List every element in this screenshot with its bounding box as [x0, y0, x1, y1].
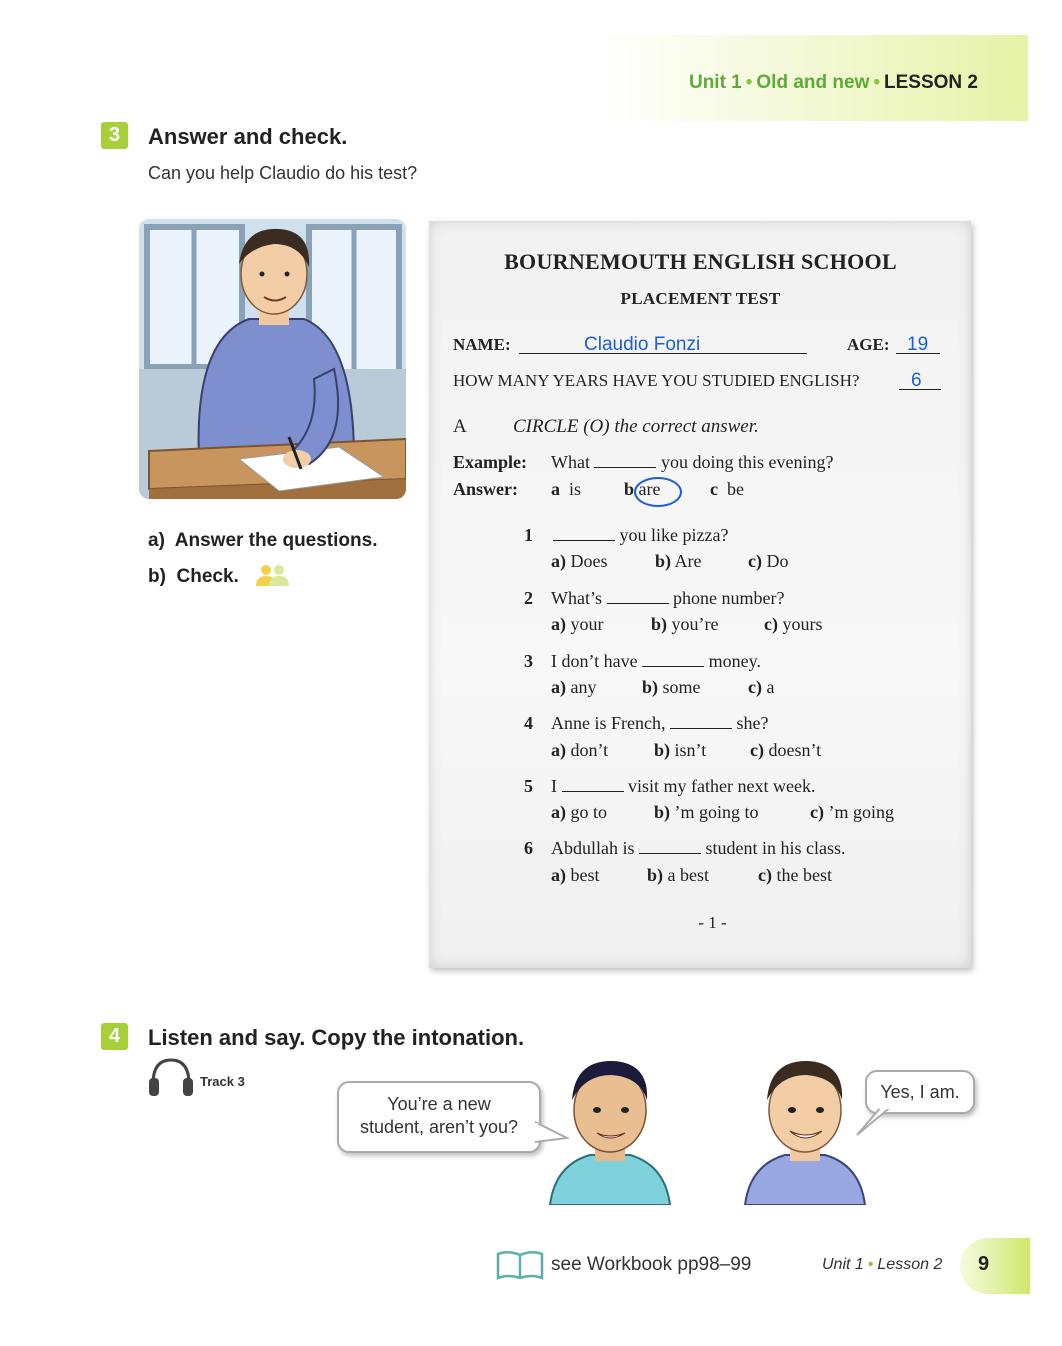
question-1-option-c: [748, 551, 788, 572]
blank: [670, 714, 732, 729]
option-letter: a): [551, 551, 566, 571]
option-letter: b): [642, 677, 659, 697]
option-text: yours: [782, 614, 823, 634]
page-number: 9: [978, 1253, 990, 1275]
question-number: 3: [524, 651, 533, 671]
bubble-left-line1: You’re a new: [387, 1094, 491, 1114]
boy-listener-illustration: [740, 1055, 870, 1210]
boy-speaker-illustration: [545, 1055, 675, 1210]
question-pre: I don’t have: [551, 651, 638, 671]
exercise-4-number: 4: [101, 1023, 128, 1050]
option-letter: c: [710, 479, 718, 499]
exercise-3-number: 3: [101, 122, 128, 149]
option-letter: a): [551, 802, 566, 822]
question-post: money.: [708, 651, 761, 671]
question-1-option-b: [655, 551, 702, 572]
question-6-option-b: [647, 865, 709, 886]
example-question: [551, 452, 833, 473]
option-letter: a: [551, 479, 560, 499]
question-number: 2: [524, 588, 533, 608]
track-label: Track 3: [200, 1074, 245, 1089]
speech-bubble-left: [337, 1081, 541, 1153]
blank: [553, 526, 615, 541]
answer-label: Answer:: [453, 479, 518, 499]
test-page-number: - 1 -: [698, 913, 727, 932]
question-2-option-b: [651, 614, 719, 635]
question-3-option-b: [642, 677, 701, 698]
option-text: ’m going: [828, 802, 894, 822]
option-text: doesn’t: [768, 740, 822, 760]
question-5: [551, 776, 815, 797]
test-title: PLACEMENT TEST: [620, 289, 781, 308]
answer-circle: [634, 477, 682, 507]
option-text: the best: [776, 865, 832, 885]
bubble-right-text: Yes, I am.: [880, 1082, 960, 1102]
question-1: [553, 525, 728, 546]
age-value: 19: [907, 334, 929, 355]
option-text: isn’t: [674, 740, 707, 760]
question-2-option-a: [551, 614, 604, 635]
header-lesson: LESSON 2: [884, 72, 978, 93]
option-text: be: [727, 479, 744, 499]
question-3: [551, 651, 761, 672]
option-text: ’m going to: [674, 802, 759, 822]
option-text: best: [570, 865, 600, 885]
option-letter: c): [758, 865, 772, 885]
question-5-option-c: [810, 802, 894, 823]
section-letter: A: [453, 416, 467, 437]
school-name: BOURNEMOUTH ENGLISH SCHOOL: [504, 249, 897, 274]
task-b-text: Check.: [176, 566, 239, 587]
option-letter: a): [551, 865, 566, 885]
pair-work-icon: [255, 564, 291, 591]
workbook-reference: see Workbook pp98–99: [551, 1254, 752, 1275]
blank: [639, 839, 701, 854]
option-letter: c): [748, 551, 762, 571]
question-pre: Abdullah is: [551, 838, 635, 858]
task-a: [148, 530, 377, 552]
question-2-option-c: [764, 614, 822, 635]
task-a-text: Answer the questions.: [174, 530, 378, 551]
footer-unit: Unit 1: [822, 1256, 864, 1273]
name-value: Claudio Fonzi: [584, 334, 701, 355]
option-letter: b): [651, 614, 668, 634]
option-text: you’re: [671, 614, 719, 634]
question-number: 5: [524, 776, 533, 796]
years-value: 6: [911, 370, 922, 391]
page-number-tab: [960, 1238, 1030, 1294]
task-b: [148, 566, 239, 588]
question-post: she?: [736, 713, 769, 733]
section-instruction: CIRCLE (O) the correct answer.: [513, 416, 759, 437]
option-letter: c): [764, 614, 778, 634]
option-letter: b): [654, 740, 671, 760]
question-1-option-a: [551, 551, 608, 572]
blank: [562, 777, 624, 792]
option-text: go to: [570, 802, 608, 822]
question-6-option-c: [758, 865, 832, 886]
header-unit: Unit 1: [688, 72, 742, 93]
question-6-option-a: [551, 865, 600, 886]
option-text: don’t: [570, 740, 609, 760]
question-2: [551, 588, 784, 609]
task-a-letter: a): [148, 530, 165, 551]
bubble-left-line2: student, aren’t you?: [359, 1117, 519, 1137]
example-option-a: [551, 479, 581, 500]
option-letter: b: [624, 479, 635, 499]
option-text: a best: [667, 865, 709, 885]
question-5-option-a: [551, 802, 607, 823]
example-label: Example:: [453, 452, 527, 472]
placement-test-paper: [429, 221, 971, 968]
header-separator: •: [873, 72, 881, 93]
bubble-right-tail: [855, 1105, 895, 1142]
years-label: HOW MANY YEARS HAVE YOU STUDIED ENGLISH?: [453, 371, 860, 390]
option-text: Are: [674, 551, 702, 571]
option-text: is: [569, 479, 582, 499]
question-number: 6: [524, 838, 533, 858]
workbook-icon: [496, 1250, 544, 1285]
footer-lesson: Lesson 2: [877, 1256, 943, 1273]
question-post: visit my father next week.: [628, 776, 816, 796]
question-pre: I: [551, 776, 557, 796]
option-letter: a): [551, 677, 566, 697]
question-post: you like pizza?: [619, 525, 729, 545]
blank: [594, 453, 656, 468]
option-letter: a): [551, 740, 566, 760]
option-letter: b): [647, 865, 664, 885]
name-label: NAME:: [453, 335, 511, 354]
question-number: 1: [524, 525, 533, 545]
question-4-option-a: [551, 740, 608, 761]
header-topic: Old and new: [756, 72, 870, 93]
option-text: any: [570, 677, 597, 697]
exercise-3-title: Answer and check.: [148, 124, 348, 149]
question-3-option-a: [551, 677, 597, 698]
footer-separator: •: [867, 1256, 874, 1273]
blank: [642, 652, 704, 667]
option-text: your: [570, 614, 604, 634]
exercise-3-subtitle: Can you help Claudio do his test?: [148, 163, 418, 183]
question-5-option-b: [654, 802, 759, 823]
age-label: AGE:: [847, 335, 890, 354]
option-text: Do: [766, 551, 789, 571]
question-3-option-c: [748, 677, 774, 698]
option-letter: b): [654, 802, 671, 822]
header-separator: •: [745, 72, 753, 93]
option-text: a: [766, 677, 775, 697]
option-text: Does: [570, 551, 608, 571]
question-post: student in his class.: [705, 838, 846, 858]
question-pre: Anne is French,: [551, 713, 666, 733]
question-6: [551, 838, 846, 859]
task-b-letter: b): [148, 566, 166, 587]
question-number: 4: [524, 713, 533, 733]
unit-header: [689, 72, 978, 94]
blank: [607, 589, 669, 604]
headphones-icon: [147, 1056, 195, 1103]
question-4-option-c: [750, 740, 821, 761]
question-post: phone number?: [673, 588, 785, 608]
option-text: are: [638, 479, 661, 499]
option-letter: c): [748, 677, 762, 697]
example-pre: What: [551, 452, 590, 472]
option-letter: a): [551, 614, 566, 634]
question-4-option-b: [654, 740, 706, 761]
option-letter: b): [655, 551, 672, 571]
option-text: some: [662, 677, 701, 697]
question-pre: What’s: [551, 588, 602, 608]
student-writing-illustration: [139, 219, 406, 499]
question-4: [551, 713, 768, 734]
exercise-4-title: Listen and say. Copy the intonation.: [148, 1025, 525, 1050]
example-option-c: [710, 479, 744, 500]
footer-unit-lesson: [822, 1256, 942, 1274]
example-post: you doing this evening?: [660, 452, 834, 472]
option-letter: c): [750, 740, 764, 760]
option-letter: c): [810, 802, 824, 822]
